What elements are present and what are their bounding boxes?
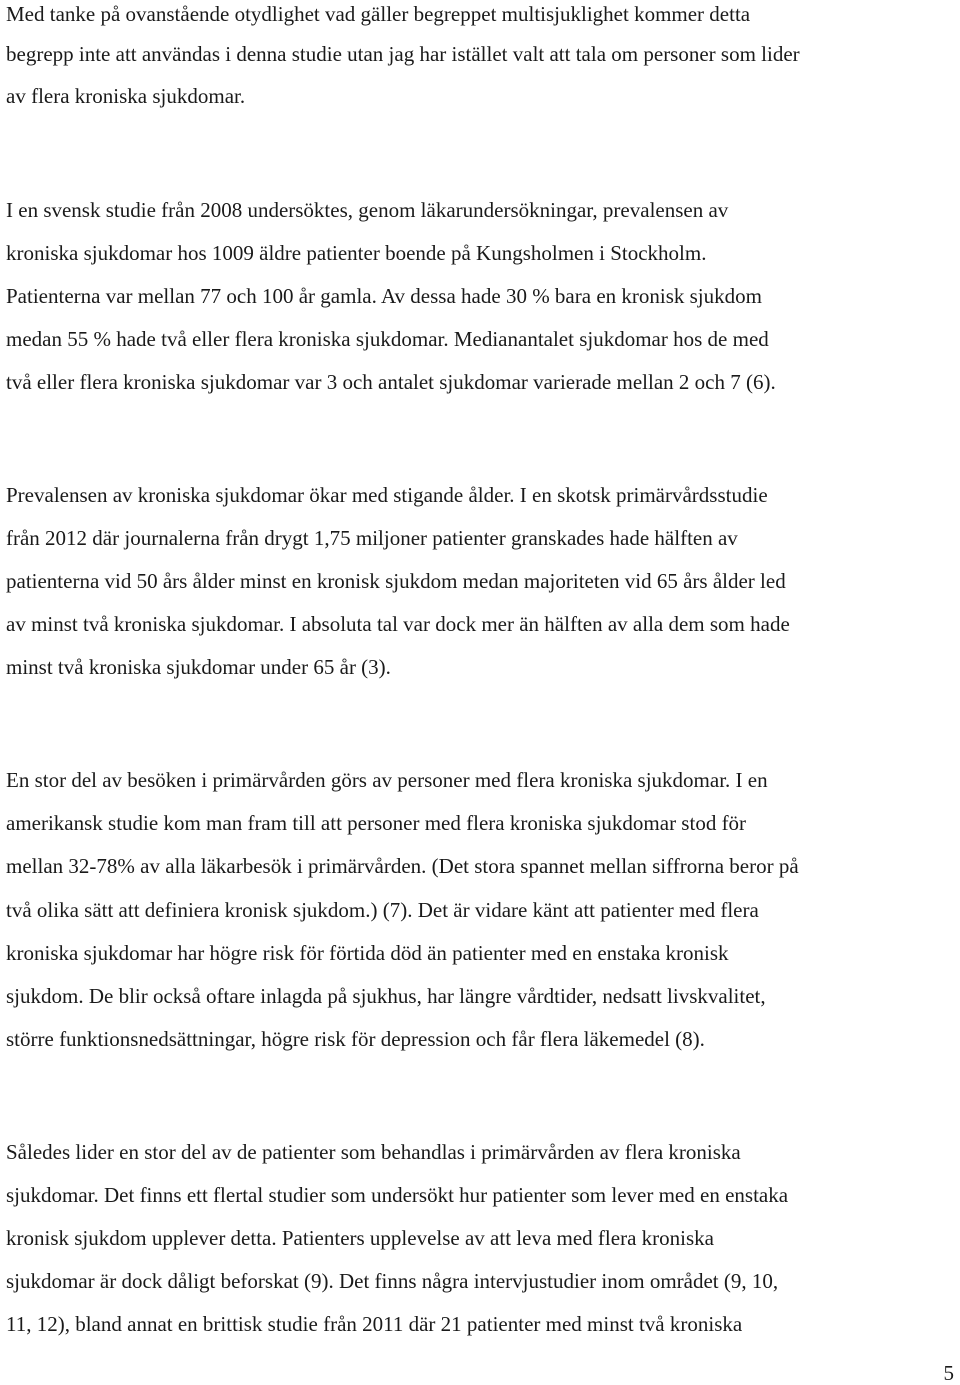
text-line: två eller flera kroniska sjukdomar var 3 och antalet sjukdomar varierade mellan 2 och 7 (6). <box>6 370 776 394</box>
text-line: I en svensk studie från 2008 undersöktes, genom läkarundersökningar, prevalensen av <box>6 198 729 222</box>
text-line: Således lider en stor del av de patienter som behandlas i primärvården av flera kroniska <box>6 1140 741 1164</box>
text-line: två olika sätt att definiera kronisk sjukdom.) (7). Det är vidare känt att patienter med flera <box>6 898 759 922</box>
text-line: Prevalensen av kroniska sjukdomar ökar med stigande ålder. I en skotsk primärvårdsstudie <box>6 483 768 507</box>
text-line: kroniska sjukdomar hos 1009 äldre patienter boende på Kungsholmen i Stockholm. <box>6 241 707 265</box>
page-number: 5 <box>943 1361 954 1385</box>
text-line: medan 55 % hade två eller flera kroniska sjukdomar. Medianantalet sjukdomar hos de med <box>6 327 769 351</box>
text-line: sjukdom. De blir också oftare inlagda på sjukhus, har längre vårdtider, nedsatt livskvalitet, <box>6 984 766 1008</box>
text-line: begrepp inte att användas i denna studie utan jag har istället valt att tala om personer som lider <box>6 42 800 66</box>
text-line: sjukdomar är dock dåligt beforskat (9). Det finns några intervjustudier inom området (9, 10, <box>6 1269 779 1293</box>
text-line: av minst två kroniska sjukdomar. I absoluta tal var dock mer än hälften av alla dem som hade <box>6 612 790 636</box>
text-line: patienterna vid 50 års ålder minst en kronisk sjukdom medan majoriteten vid 65 års ålder led <box>6 569 786 593</box>
text-line: 11, 12), bland annat en brittisk studie från 2011 där 21 patienter med minst två kroniska <box>6 1312 743 1336</box>
text-line: mellan 32-78% av alla läkarbesök i primärvården. (Det stora spannet mellan siffrorna beror på <box>6 854 799 878</box>
text-line: amerikansk studie kom man fram till att personer med flera kroniska sjukdomar stod för <box>6 811 747 835</box>
text-line: större funktionsnedsättningar, högre risk för depression och får flera läkemedel (8). <box>6 1027 705 1051</box>
text-line: minst två kroniska sjukdomar under 65 år (3). <box>6 655 391 679</box>
text-line: kroniska sjukdomar har högre risk för förtida död än patienter med en enstaka kronisk <box>6 941 729 965</box>
text-line: En stor del av besöken i primärvården görs av personer med flera kroniska sjukdomar. I en <box>6 768 768 792</box>
text-line: Med tanke på ovanstående otydlighet vad gäller begreppet multisjuklighet kommer detta <box>6 2 751 26</box>
text-line: Patienterna var mellan 77 och 100 år gamla. Av dessa hade 30 % bara en kronisk sjukdom <box>6 284 762 308</box>
text-line: från 2012 där journalerna från drygt 1,75 miljoner patienter granskades hade hälften av <box>6 526 738 550</box>
text-line: kronisk sjukdom upplever detta. Patienters upplevelse av att leva med flera kroniska <box>6 1226 714 1250</box>
text-line: sjukdomar. Det finns ett flertal studier som undersökt hur patienter som lever med en enstaka <box>6 1183 789 1207</box>
text-line: av flera kroniska sjukdomar. <box>6 84 246 108</box>
